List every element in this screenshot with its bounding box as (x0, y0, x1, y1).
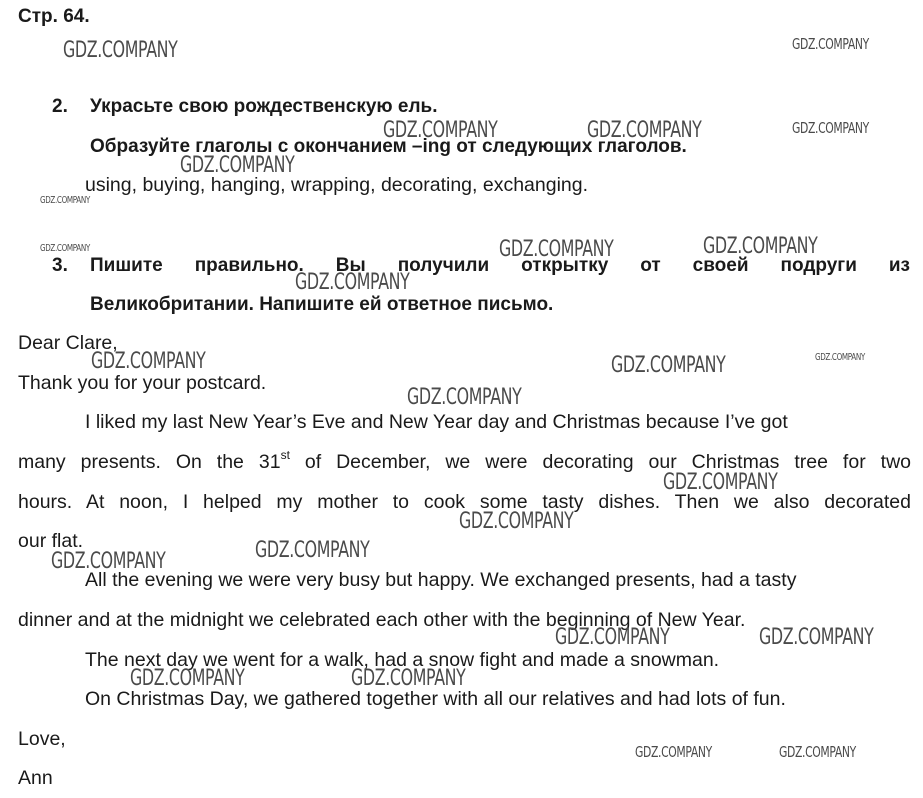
letter-paragraph-1-line-4: our flat. (18, 530, 84, 552)
ordinal-suffix: st (280, 447, 290, 462)
letter-paragraph-4: On Christmas Day, we gathered together with all our relatives and had lots of fun. (85, 688, 786, 710)
watermark: GDZ.COMPANY (91, 349, 206, 374)
watermark: GDZ.COMPANY (295, 270, 410, 295)
watermark: GDZ.COMPANY (407, 385, 522, 410)
letter-paragraph-2-line-1: All the evening we were very busy but happy. We exchanged presents, had a tasty (85, 569, 797, 591)
letter-greeting: Dear Clare, (18, 332, 118, 354)
watermark: GDZ.COMPANY (130, 666, 245, 691)
watermark: GDZ.COMPANY (703, 234, 818, 259)
task-2-number: 2. (52, 96, 68, 117)
watermark: GDZ.COMPANY (499, 237, 614, 262)
watermark: GDZ.COMPANY (792, 119, 869, 137)
watermark: GDZ.COMPANY (40, 195, 90, 206)
task-3-instruction-line-2: Великобритании. Напишите ей ответное письмо. (90, 294, 554, 315)
watermark: GDZ.COMPANY (663, 470, 778, 495)
task-3-instruction-line-1: Пишите правильно. Вы получили открытку от своей подруги из (90, 255, 910, 276)
letter-paragraph-1-line-1: I liked my last New Year’s Eve and New Year day and Christmas because I’ve got (85, 411, 788, 433)
watermark: GDZ.COMPANY (815, 352, 865, 363)
watermark: GDZ.COMPANY (587, 118, 702, 143)
letter-signature: Ann (18, 767, 53, 789)
watermark: GDZ.COMPANY (459, 509, 574, 534)
watermark: GDZ.COMPANY (63, 38, 178, 63)
letter-paragraph-2-line-2: dinner and at the midnight we celebrated each other with the beginning of New Year. (18, 609, 746, 631)
task-2-title: Украсьте свою рождественскую ель. (90, 96, 438, 117)
watermark: GDZ.COMPANY (635, 743, 712, 761)
letter-thanks: Thank you for your postcard. (18, 372, 267, 394)
watermark: GDZ.COMPANY (351, 666, 466, 691)
watermark: GDZ.COMPANY (792, 35, 869, 53)
letter-paragraph-1-line-3: hours. At noon, I helped my mother to cook some tasty dishes. Then we also decorated (18, 491, 911, 513)
watermark: GDZ.COMPANY (611, 353, 726, 378)
watermark: GDZ.COMPANY (180, 153, 295, 178)
task-2-answer: using, buying, hanging, wrapping, decorating, exchanging. (85, 174, 589, 196)
letter-paragraph-1-line-2 (18, 447, 911, 474)
task-3-number: 3. (52, 255, 68, 276)
watermark: GDZ.COMPANY (51, 549, 166, 574)
watermark: GDZ.COMPANY (383, 118, 498, 143)
watermark: GDZ.COMPANY (759, 625, 874, 650)
watermark: GDZ.COMPANY (779, 743, 856, 761)
watermark: GDZ.COMPANY (40, 243, 90, 254)
task-2-instruction: Образуйте глаголы с окончанием –ing от следующих глаголов. (90, 136, 687, 157)
watermark: GDZ.COMPANY (255, 538, 370, 563)
page-number-heading: Стр. 64. (18, 6, 90, 27)
letter-closing: Love, (18, 728, 66, 750)
letter-text: many presents. On the 31 (18, 451, 281, 473)
letter-text: of December, we were decorating our Christmas tree for two (289, 451, 911, 473)
letter-paragraph-3: The next day we went for a walk, had a snow fight and made a snowman. (85, 649, 720, 671)
watermark: GDZ.COMPANY (555, 625, 670, 650)
